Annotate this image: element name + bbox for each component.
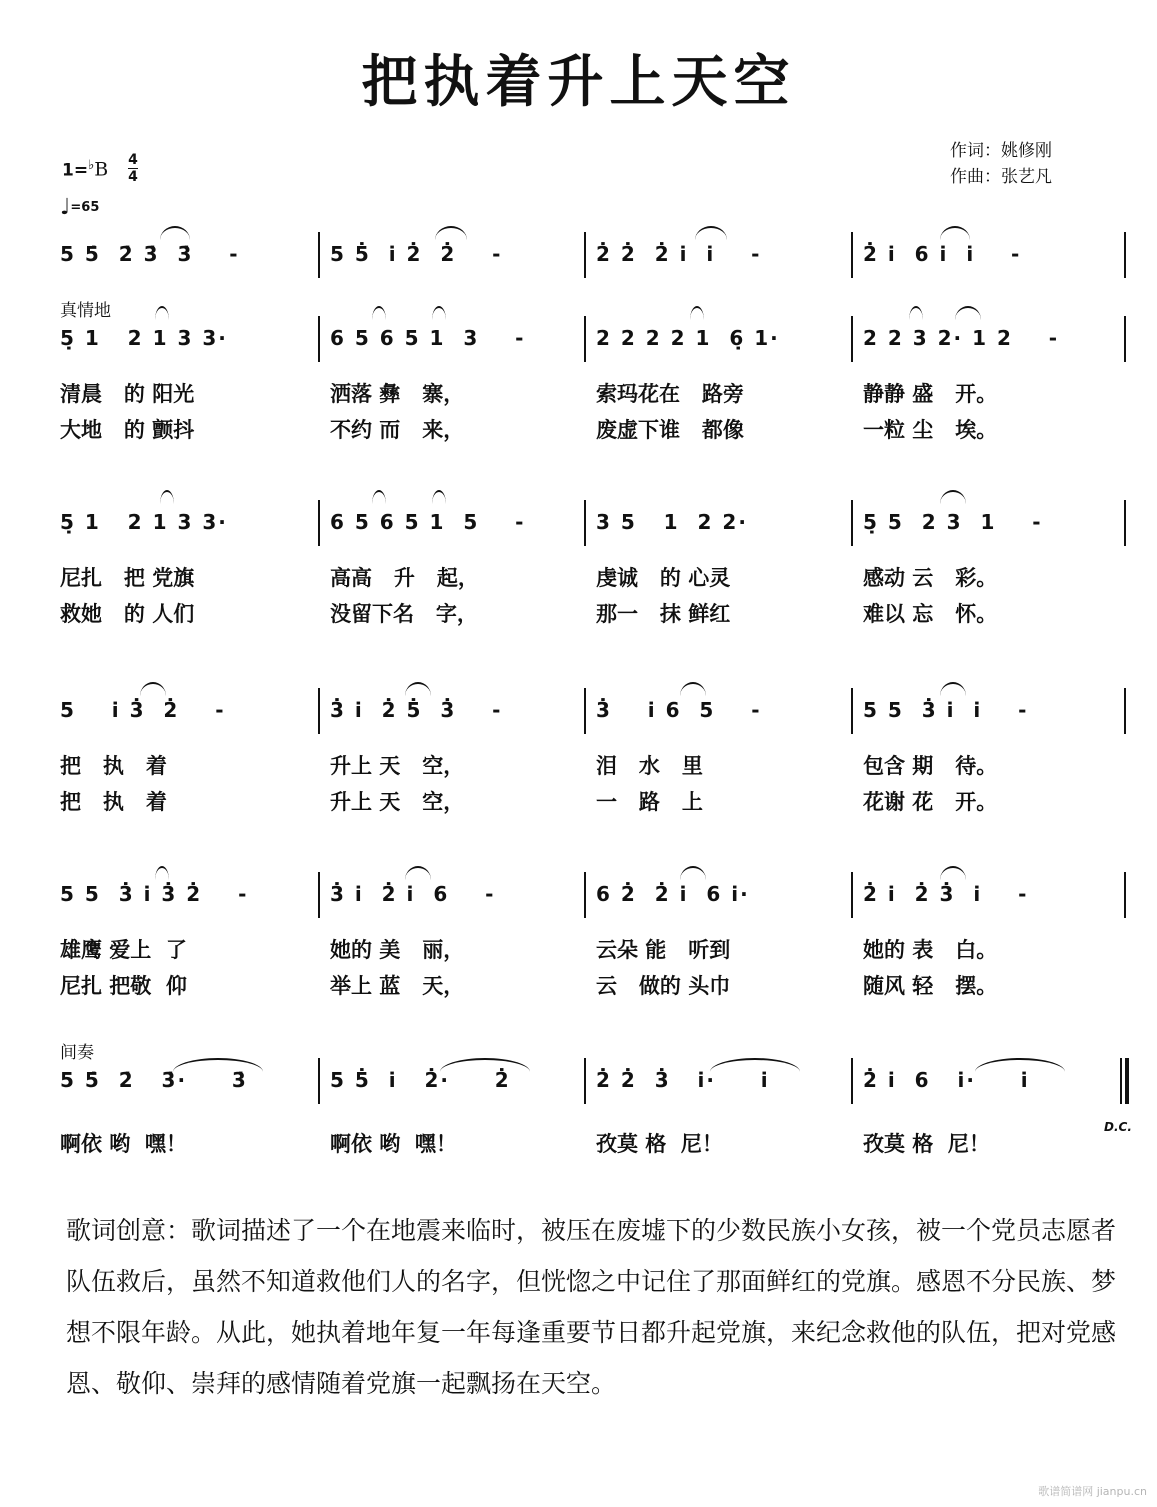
barline bbox=[851, 232, 853, 278]
measure: 2̇ 2̇ 3̇ i̇· i̇ bbox=[596, 1068, 770, 1092]
barline bbox=[584, 1058, 586, 1104]
notes-row bbox=[60, 316, 1130, 362]
key-note: B bbox=[94, 158, 109, 181]
measure: 3 5 1 2 2· bbox=[596, 510, 748, 534]
slur-mark bbox=[372, 490, 386, 504]
lyric-segment: 那一 抹 鲜红 bbox=[596, 601, 731, 626]
slur-mark bbox=[140, 682, 166, 696]
lyric-segment: 啊依 哟 嘿！ bbox=[330, 1131, 457, 1156]
barline bbox=[318, 1058, 320, 1104]
lyric-segment: 高高 升 起， bbox=[330, 565, 479, 590]
slur-mark bbox=[372, 306, 386, 320]
key-prefix: 1= bbox=[62, 160, 89, 181]
barline bbox=[318, 500, 320, 546]
lyric-commentary: 歌词创意：歌词描述了一个在地震来临时，被压在废墟下的少数民族小女孩，被一个党员志愿者队伍救后，虽然不知道救他们人的名字，但恍惚之中记住了那面鲜红的党旗。感恩不分民族、梦想不限年龄。从此，她执着地年复一年每逢重要节日都升起党旗，来纪念救他的队伍，把对党感恩、敬仰、崇拜的感情随着党旗一起飘扬在天空。 bbox=[66, 1216, 1117, 1398]
slur-mark bbox=[955, 306, 981, 320]
lyric-segment: 云朵 能 听到 bbox=[596, 937, 731, 962]
measure: 2̇ 2̇ 2̇ i̇ i̇ - bbox=[596, 242, 762, 266]
song-title: 把执着升上天空 bbox=[361, 49, 796, 115]
lyric-segment: 虔诚 的 心灵 bbox=[596, 565, 731, 590]
lyric-segment: 尼扎 把 党旗 bbox=[60, 565, 195, 590]
lyric-segment: 不约 而 来， bbox=[330, 417, 465, 442]
measure: 5 5̇ i̇ 2̇ 2̇ - bbox=[330, 242, 503, 266]
measure: 2̇ i̇ 6 i̇· i̇ bbox=[863, 1068, 1030, 1092]
measure: 2̇ i̇ 2̇ 3̇ i̇ - bbox=[863, 882, 1029, 906]
slur-mark bbox=[405, 866, 431, 880]
slur-mark bbox=[680, 682, 706, 696]
lyricist: 作词：姚修刚 bbox=[950, 141, 1052, 161]
barline bbox=[851, 500, 853, 546]
credits bbox=[950, 138, 1052, 190]
time-top: 4 bbox=[128, 152, 138, 168]
barline bbox=[584, 872, 586, 918]
barline bbox=[1124, 688, 1126, 734]
measure: 5̣ 5 2 3 1 - bbox=[863, 510, 1043, 534]
measure: 5 5̇ 2̇ 3̇ 3̇ - bbox=[60, 242, 240, 266]
lyric-segment: 举上 蓝 天， bbox=[330, 973, 465, 998]
slur-mark bbox=[160, 226, 190, 240]
slur-mark bbox=[155, 866, 169, 880]
slur-mark bbox=[432, 306, 446, 320]
notes-row bbox=[60, 500, 1130, 546]
measure: 3̇ i̇ 2̇ 5̇ 3̇ - bbox=[330, 698, 503, 722]
measure: 5 5 3̇ i̇ 3̇ 2̇ - bbox=[60, 882, 249, 906]
slur-mark bbox=[940, 866, 966, 880]
lyric-segment: 她的 美 丽， bbox=[330, 937, 465, 962]
barline bbox=[584, 500, 586, 546]
measure: 5 5 3̇ i̇ i̇ - bbox=[863, 698, 1029, 722]
barline bbox=[851, 872, 853, 918]
slur-mark bbox=[940, 226, 970, 240]
barline bbox=[318, 688, 320, 734]
time-bottom: 4 bbox=[128, 169, 138, 185]
measure: 5̣ 1 2 1 3 3· bbox=[60, 326, 228, 350]
barline bbox=[1124, 232, 1126, 278]
measure: 5 5̇ 2̇ 3̇· 3̇ bbox=[60, 1068, 248, 1092]
lyric-segment: 一粒 尘 埃。 bbox=[863, 417, 998, 442]
lyric-segment: 她的 表 白。 bbox=[863, 937, 998, 962]
lyric-segment: 救她 的 人们 bbox=[60, 601, 195, 626]
slur-mark bbox=[909, 306, 923, 320]
lyric-segment: 升上 天 空， bbox=[330, 789, 465, 814]
measure: 2 2 2 2 1 6̣ 1· bbox=[596, 326, 780, 350]
barline bbox=[584, 232, 586, 278]
barline bbox=[851, 1058, 853, 1104]
lyric-segment: 升上 天 空， bbox=[330, 753, 465, 778]
da-capo-mark: D.C. bbox=[1104, 1120, 1132, 1134]
lyric-segment: 没留下名 字， bbox=[330, 601, 478, 626]
measure: 2̇ i̇ 6 i̇ i̇ - bbox=[863, 242, 1022, 266]
measure: 6 2̇ 2̇ i̇ 6 i̇· bbox=[596, 882, 750, 906]
measure: 3̇ i̇ 2̇ i̇ 6 - bbox=[330, 882, 496, 906]
lyric-segment: 把 执 着 bbox=[60, 789, 167, 814]
lyric-segment: 废虚下谁 都像 bbox=[596, 417, 744, 442]
barline bbox=[1124, 500, 1126, 546]
key-signature bbox=[62, 158, 108, 181]
lyric-segment: 泪 水 里 bbox=[596, 753, 703, 778]
slur-mark bbox=[690, 306, 704, 320]
lyric-segment: 静静 盛 开。 bbox=[863, 381, 998, 406]
lyric-segment: 尼扎 把敬 仰 bbox=[60, 973, 187, 998]
flat-icon: ♭ bbox=[88, 158, 95, 173]
lyric-segment: 雄鹰 爱上 了 bbox=[60, 937, 187, 962]
barline bbox=[318, 232, 320, 278]
watermark: 歌谱简谱网 jianpu.cn bbox=[1038, 1485, 1147, 1498]
quarter-note-icon: ♩ bbox=[60, 195, 71, 220]
lyric-segment: 感动 云 彩。 bbox=[863, 565, 998, 590]
slur-mark bbox=[940, 490, 966, 504]
measure: 6 5 6 5 1 3 - bbox=[330, 326, 526, 350]
lyric-segment: 随风 轻 摆。 bbox=[863, 973, 998, 998]
slur-mark bbox=[940, 682, 966, 696]
barline bbox=[584, 316, 586, 362]
tempo-value: =65 bbox=[70, 200, 100, 215]
lyric-segment: 索玛花在 路旁 bbox=[596, 381, 744, 406]
slur-mark bbox=[160, 490, 174, 504]
barline bbox=[1124, 316, 1126, 362]
lyric-segment: 清晨 的 阳光 bbox=[60, 381, 195, 406]
measure: 3̇ i̇ 6 5 - bbox=[596, 698, 762, 722]
notes-row bbox=[60, 688, 1130, 734]
expression-marking: 间奏 bbox=[60, 1043, 94, 1063]
lyric-segment: 把 执 着 bbox=[60, 753, 167, 778]
barline bbox=[851, 316, 853, 362]
measure: 5 5̇ i̇ 2̇· 2̇ bbox=[330, 1068, 511, 1092]
slur-mark bbox=[710, 1058, 800, 1072]
notes-row bbox=[60, 232, 1130, 278]
lyric-segment: 花谢 花 开。 bbox=[863, 789, 998, 814]
lyric-segment: 孜莫 格 尼！ bbox=[596, 1131, 723, 1156]
time-signature bbox=[128, 152, 138, 185]
slur-mark bbox=[405, 682, 431, 696]
notes-row bbox=[60, 1058, 1130, 1104]
barline bbox=[1124, 872, 1126, 918]
slur-mark bbox=[173, 1058, 263, 1072]
slur-mark bbox=[435, 226, 467, 240]
slur-mark bbox=[680, 866, 706, 880]
lyric-segment: 孜莫 格 尼！ bbox=[863, 1131, 990, 1156]
lyric-segment: 难以 忘 怀。 bbox=[863, 601, 998, 626]
barline bbox=[318, 316, 320, 362]
lyric-segment: 包含 期 待。 bbox=[863, 753, 998, 778]
slur-mark bbox=[440, 1058, 530, 1072]
slur-mark bbox=[695, 226, 727, 240]
slur-mark bbox=[432, 490, 446, 504]
tempo-marking bbox=[60, 195, 99, 220]
lyric-segment: 云 做的 头巾 bbox=[596, 973, 731, 998]
barline bbox=[851, 688, 853, 734]
measure: 5̣ 1 2 1 3 3· bbox=[60, 510, 228, 534]
barline bbox=[318, 872, 320, 918]
measure: 5 i̇ 3̇ 2̇ - bbox=[60, 698, 226, 722]
slur-mark bbox=[975, 1058, 1065, 1072]
lyric-segment: 啊依 哟 嘿！ bbox=[60, 1131, 187, 1156]
composer: 作曲：张艺凡 bbox=[950, 167, 1052, 187]
slur-mark bbox=[155, 306, 169, 320]
measure: 6 5 6 5 1 5 - bbox=[330, 510, 526, 534]
measure: 2 2 3 2· 1 2 - bbox=[863, 326, 1060, 350]
notes-row bbox=[60, 872, 1130, 918]
lyric-segment: 一 路 上 bbox=[596, 789, 703, 814]
final-barline bbox=[1120, 1058, 1129, 1104]
expression-marking: 真情地 bbox=[60, 301, 111, 321]
lyric-segment: 大地 的 颤抖 bbox=[60, 417, 195, 442]
barline bbox=[584, 688, 586, 734]
lyric-segment: 洒落 彝 寨， bbox=[330, 381, 465, 406]
